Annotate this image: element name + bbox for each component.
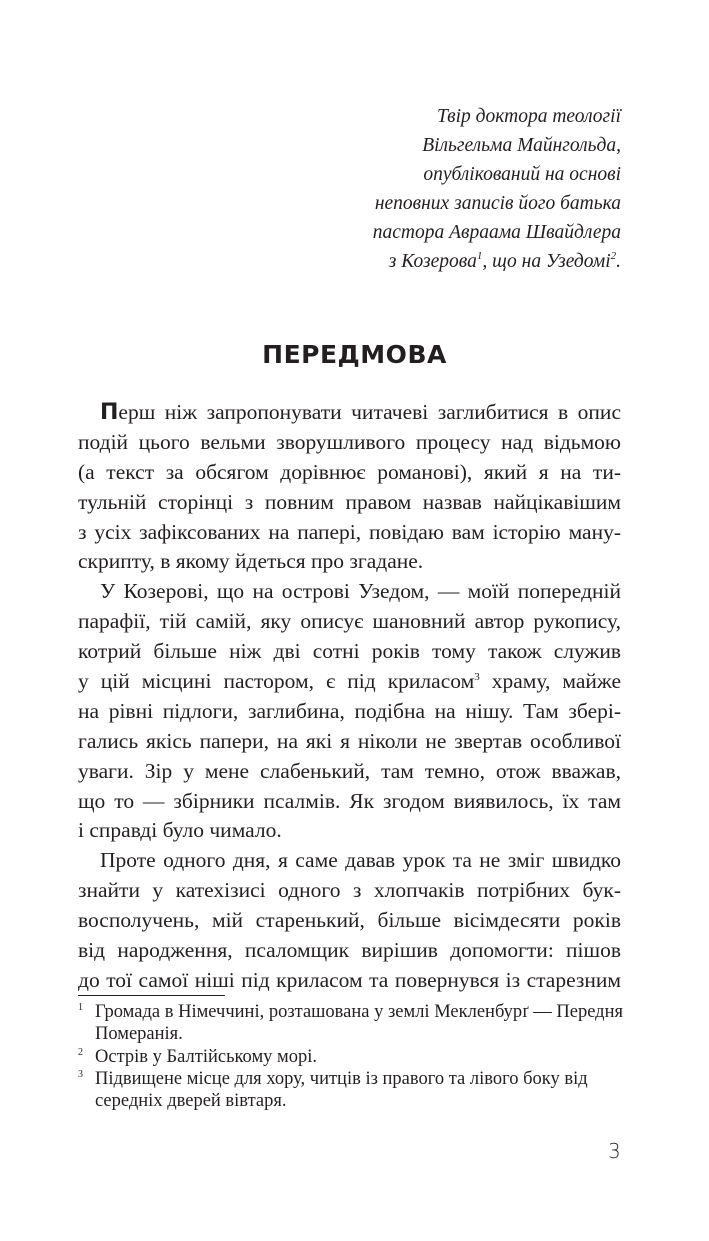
text-line [78, 667, 621, 697]
text-line [78, 607, 621, 637]
text-line [78, 637, 621, 667]
line-content [78, 669, 621, 693]
epigraph-line [373, 102, 621, 131]
line-content [78, 938, 621, 962]
line-text: восполучень, мій старенький, більше вісімдесяти років [78, 908, 621, 933]
line-text: знайти у катехізисі одного з хлопчаків потрібних бук- [78, 878, 621, 903]
text-line [78, 488, 621, 518]
line-text: парафії, тій самій, яку описує шановний автор рукопису, [78, 609, 621, 634]
text-line [78, 966, 621, 996]
footnote-text: Громада в Німеччині, розташована у землі Мекленбурґ — Передня Померанія. [95, 1002, 624, 1045]
text-line [78, 846, 621, 876]
line-text: що то — збірники псалмів. Як згодом виявилось, їх там [78, 788, 621, 813]
line-content [78, 549, 423, 573]
footnote [78, 1046, 623, 1068]
line-content [100, 848, 621, 872]
line-text: храму, майже [479, 669, 621, 694]
line-content [78, 639, 621, 663]
line-content [78, 699, 621, 723]
line-text: скрипту, в якому йдеться про згадане. [78, 549, 424, 574]
body-text [78, 398, 621, 996]
line-text: до тої самої ніші під криласом та повернувся із старезним [78, 967, 621, 992]
line-text: з усіх зафіксованих на папері, повідаю вам історію ману- [78, 519, 621, 544]
epigraph-text: пастора Авраама Швайдлера [372, 222, 621, 243]
line-content [100, 579, 621, 603]
line-text: подій цього вельми зворушливого процесу над відьмою [78, 429, 621, 454]
line-text: котрий більше ніж дві сотні років тому також служив [78, 639, 621, 664]
line-content [78, 729, 621, 753]
text-line [78, 876, 621, 906]
text-line [78, 757, 621, 787]
line-text: у цій місцині пастором, є під криласом [78, 669, 475, 694]
line-content [78, 609, 621, 633]
line-content [78, 759, 621, 783]
epigraph-text: , що на Узедомі [482, 251, 611, 272]
epigraph-text: Твір доктора теології [436, 106, 621, 127]
line-content [78, 490, 621, 514]
footnote [78, 1068, 623, 1113]
text-line [78, 518, 621, 548]
line-content [78, 878, 621, 902]
footnote-divider [78, 995, 225, 996]
text-line [78, 727, 621, 757]
line-text: У Козерові, що на острові Узедом, — моїй попередній [100, 579, 621, 604]
line-text: ерш ніж запропонувати читачеві заглибитися в опис [118, 400, 621, 424]
footnote-text: Острів у Балтійському морі. [95, 1046, 318, 1067]
line-content [78, 818, 282, 842]
page-number: 3 [608, 1139, 621, 1163]
epigraph [373, 102, 621, 276]
footnote-number: 1 [78, 1002, 83, 1013]
epigraph-text: Вільгельма Майнгольда, [422, 135, 621, 156]
line-text: Проте одного дня, я саме давав урок та не зміг швидко [100, 848, 621, 873]
line-text: від народження, псаломщик вирішив допомогти: пішов [78, 938, 621, 963]
text-line [78, 458, 621, 488]
footnote-ref: 3 [474, 671, 480, 684]
line-content [78, 968, 621, 992]
footnote-ref: 2 [610, 250, 617, 262]
epigraph-line [373, 189, 621, 218]
epigraph-text: . [616, 251, 621, 272]
epigraph-line [373, 247, 621, 276]
text-line [78, 936, 621, 966]
footnote [78, 1001, 623, 1046]
epigraph-text: опублікований на основі [423, 164, 621, 185]
text-line [78, 697, 621, 727]
footnote-number: 3 [78, 1068, 83, 1080]
epigraph-line [373, 160, 621, 189]
line-content [78, 908, 621, 932]
text-line [78, 428, 621, 458]
line-text: і справді було чимало. [78, 818, 282, 843]
line-text: (а текст за обсягом дорівнює романові), який я на ти- [78, 459, 621, 484]
text-line [78, 816, 621, 846]
footnote-number: 2 [78, 1046, 83, 1058]
line-content [78, 789, 621, 813]
epigraph-text: з Козерова [388, 251, 477, 272]
footnotes [78, 1001, 623, 1112]
footnote-text: Підвищене місце для хору, читців із правого та лівого боку від середніх дверей вівтаря. [95, 1068, 588, 1112]
line-content [78, 430, 621, 454]
line-text: гались якісь папери, на які я ніколи не звертав особливої [78, 728, 621, 753]
line-text: на рівні підлоги, заглибина, подібна на нішу. Там збері- [78, 698, 621, 723]
text-line [78, 577, 621, 607]
line-content [100, 400, 621, 424]
line-content [78, 520, 621, 544]
epigraph-line [373, 131, 621, 160]
epigraph-text: неповних записів його батька [374, 193, 621, 214]
text-line [78, 398, 621, 428]
text-line [78, 787, 621, 817]
chapter-heading: ПЕРЕДМОВА [262, 340, 447, 369]
line-content [78, 460, 621, 484]
footnote-ref: 1 [476, 250, 483, 262]
line-text: уваги. Зір у мене слабенький, там темно, отож вважав, [78, 758, 621, 783]
initial-letter: П [100, 400, 119, 425]
text-line [78, 906, 621, 936]
text-line [78, 547, 621, 577]
epigraph-line [373, 218, 621, 247]
line-text: тульній сторінці з повним правом назвав найцікавішим [78, 489, 621, 514]
